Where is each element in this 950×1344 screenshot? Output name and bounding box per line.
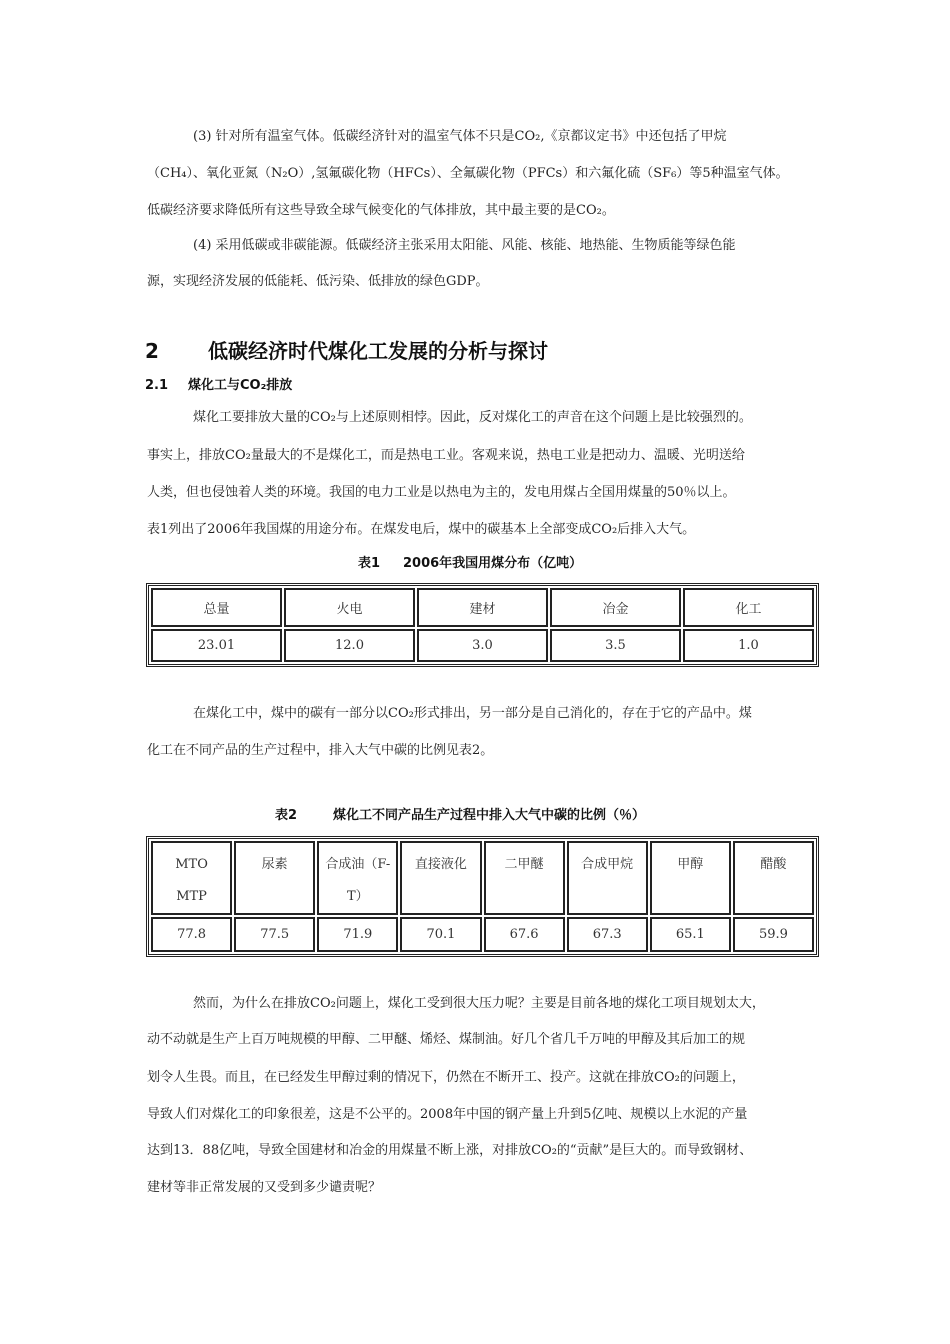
table1-value-cell: 3.5: [550, 629, 681, 662]
subsection-number: 2.1: [145, 378, 169, 393]
table2-header-cell: 甲醇: [650, 841, 731, 915]
section-title: 低碳经济时代煤化工发展的分析与探讨: [208, 339, 548, 363]
table2-header-cell: 二甲醚: [484, 841, 565, 915]
section-number: 2: [145, 339, 159, 363]
table1-caption-number: 表1: [358, 556, 381, 571]
table2-caption-number: 表2: [275, 808, 298, 823]
paragraph-line: 源，实现经济发展的低能耗、低污染、低排放的绿色GDP。: [147, 274, 489, 289]
table1-header-cell: 总量: [151, 588, 282, 627]
paragraph-line: 然而，为什么在排放CO₂问题上，煤化工受到很大压力呢？主要是目前各地的煤化工项目规划太大，: [193, 996, 765, 1011]
table1-value-cell: 12.0: [284, 629, 415, 662]
paragraph-line: 动不动就是生产上百万吨规模的甲醇、二甲醚、烯烃、煤制油。好几个省几千万吨的甲醇及其后加工的规: [147, 1032, 746, 1047]
table1: [146, 583, 819, 667]
table1-caption-title: 2006年我国用煤分布（亿吨）: [403, 556, 583, 571]
subsection-title: 煤化工与CO₂排放: [188, 378, 293, 393]
paragraph-line: 煤化工要排放大量的CO₂与上述原则相悖。因此，反对煤化工的声音在这个问题上是比较强烈的。: [193, 410, 752, 425]
paragraph-line: 达到13．88亿吨，导致全国建材和冶金的用煤量不断上涨，对排放CO₂的“贡献”是巨大的。而导致钢材、: [147, 1143, 753, 1158]
table2-header-cell: 合成甲烷: [567, 841, 648, 915]
paragraph-line: (4) 采用低碳或非碳能源。低碳经济主张采用太阳能、风能、核能、地热能、生物质能等绿色能: [193, 238, 736, 253]
table2-value-cell: 67.3: [567, 917, 648, 952]
table1-value-cell: 3.0: [417, 629, 548, 662]
table2-value-cell: 71.9: [317, 917, 398, 952]
table2-header-cell: 合成油（F- T）: [317, 841, 398, 915]
table1-header-cell: 冶金: [550, 588, 681, 627]
paragraph-line: 建材等非正常发展的又受到多少谴责呢？: [147, 1180, 382, 1195]
table2-value-cell: 59.9: [733, 917, 814, 952]
paragraph-line: 事实上，排放CO₂量最大的不是煤化工，而是热电工业。客观来说，热电工业是把动力、温暖、光明送给: [147, 448, 745, 463]
table2-value-cell: 77.5: [234, 917, 315, 952]
table2: [146, 836, 819, 957]
table2-value-cell: 65.1: [650, 917, 731, 952]
table2-caption-title: 煤化工不同产品生产过程中排入大气中碳的比例（％）: [333, 808, 646, 823]
paragraph-line: 低碳经济要求降低所有这些导致全球气候变化的气体排放，其中最主要的是CO₂。: [147, 203, 615, 218]
paragraph-line: 划令人生畏。而且，在已经发生甲醇过剩的情况下，仍然在不断开工、投产。这就在排放CO₂的问题上，: [147, 1070, 745, 1085]
table2-header-cell: 直接液化: [400, 841, 481, 915]
paragraph-line: 在煤化工中，煤中的碳有一部分以CO₂形式排出，另一部分是自己消化的，存在于它的产品中。煤: [193, 706, 752, 721]
table2-value-cell: 67.6: [484, 917, 565, 952]
table1-header-cell: 建材: [417, 588, 548, 627]
paragraph-line: 表1列出了2006年我国煤的用途分布。在煤发电后，煤中的碳基本上全部变成CO₂后排入大气。: [147, 522, 696, 537]
table1-header-cell: 化工: [683, 588, 814, 627]
paragraph-line: （CH₄）、氧化亚氮（N₂O）,氢氟碳化物（HFCs）、全氟碳化物（PFCs）和六氟化硫（SF₆）等5种温室气体。: [147, 166, 789, 181]
table2-header-cell: 醋酸: [733, 841, 814, 915]
table2-header-cell: MTO MTP: [151, 841, 232, 915]
paragraph-line: (3) 针对所有温室气体。低碳经济针对的温室气体不只是CO₂,《京都议定书》中还包括了甲烷: [193, 129, 727, 144]
table1-value-cell: 1.0: [683, 629, 814, 662]
paragraph-line: 导致人们对煤化工的印象很差，这是不公平的。2008年中国的钢产量上升到5亿吨、规模以上水泥的产量: [147, 1107, 748, 1122]
table2-value-cell: 77.8: [151, 917, 232, 952]
table1-header-cell: 火电: [284, 588, 415, 627]
table1-value-cell: 23.01: [151, 629, 282, 662]
paragraph-line: 人类，但也侵蚀着人类的环境。我国的电力工业是以热电为主的，发电用煤占全国用煤量的50％以上。: [147, 485, 736, 500]
table2-header-cell: 尿素: [234, 841, 315, 915]
paragraph-line: 化工在不同产品的生产过程中，排入大气中碳的比例见表2。: [147, 743, 494, 758]
table2-value-cell: 70.1: [400, 917, 481, 952]
